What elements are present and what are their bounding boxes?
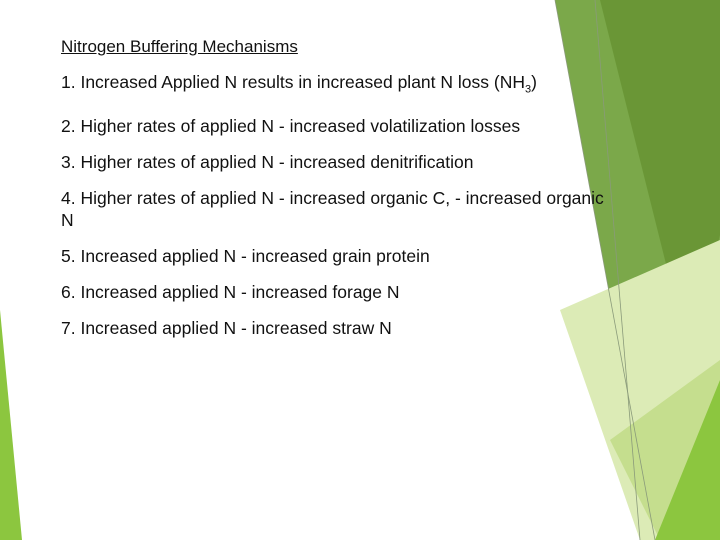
left-lime-sliver — [0, 310, 22, 540]
list-item: 1. Increased Applied N results in increased plant N loss $(NH_3)$ — [61, 72, 537, 96]
list-item: 3. Higher rates of applied N - increased denitrification — [61, 151, 474, 172]
list-item: 5. Increased applied N - increased grain protein — [61, 245, 430, 266]
slide-title: Nitrogen Buffering Mechanisms — [61, 37, 298, 56]
list-item: 2. Higher rates of applied N - increased volatilization losses — [61, 115, 521, 136]
slide-content — [61, 36, 621, 353]
list-item: 6. Increased applied N - increased forage N — [61, 281, 400, 302]
list-item: 4. Higher rates of applied N - increased organic C, - increased organic N — [61, 187, 604, 230]
list-item: 7. Increased applied N - increased straw N — [61, 317, 392, 338]
